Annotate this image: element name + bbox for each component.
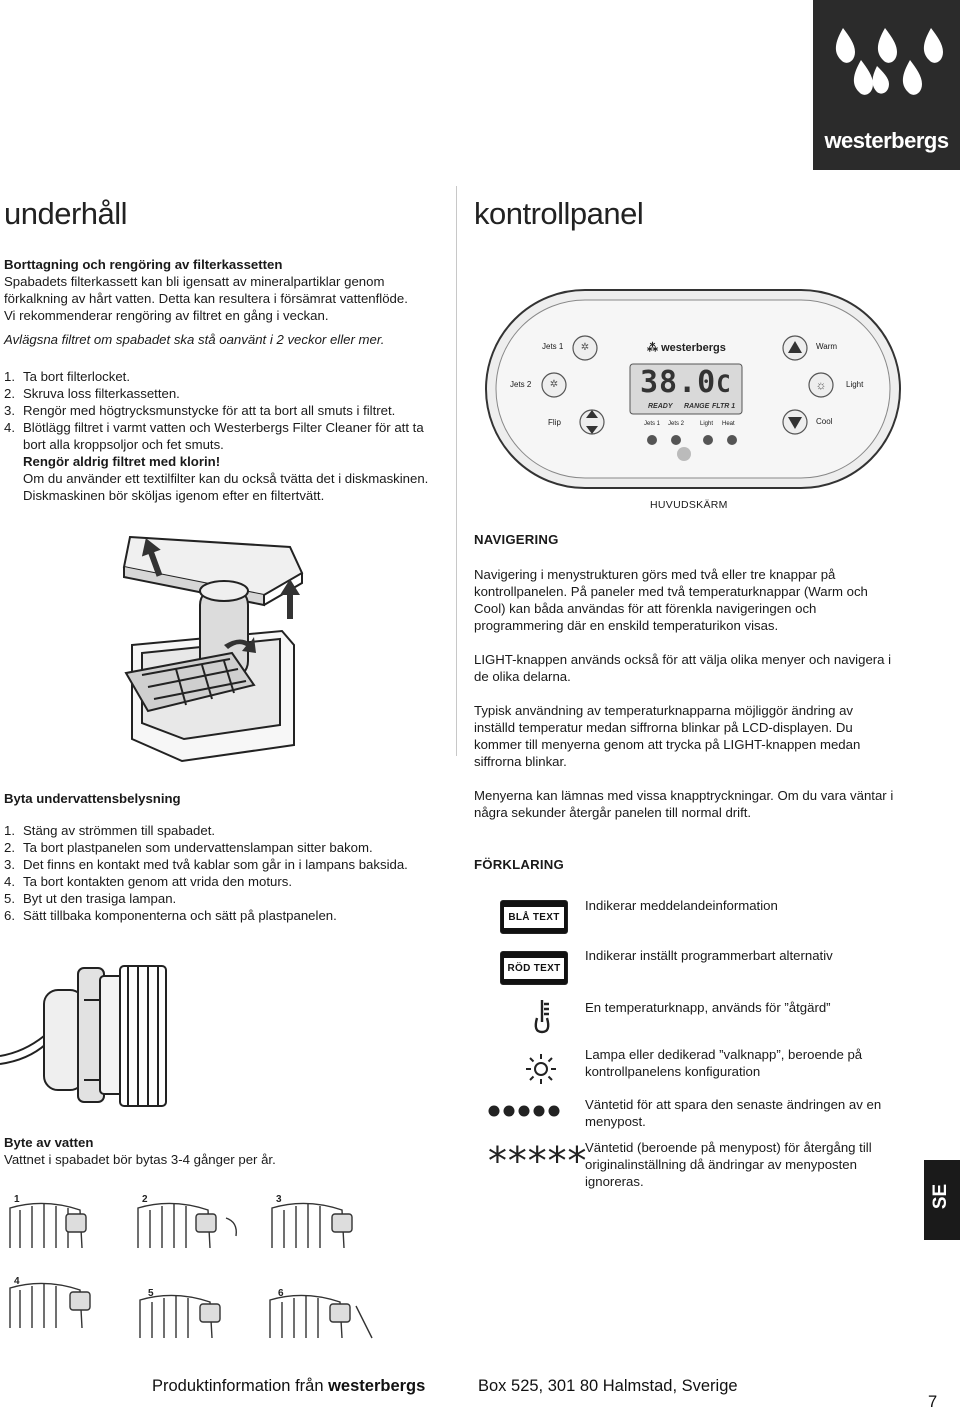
light-heading: Byta undervattensbelysning [4,791,181,806]
filter-removal-illustration [112,525,312,775]
step-text: Ta bort filterlocket. [23,369,131,384]
list-item [4,907,444,924]
light-section [4,790,444,924]
step-figure-label: 3 [276,1194,282,1205]
lcd-unit: C [716,370,732,398]
step-figure-label: 1 [14,1194,20,1205]
light-steps [4,822,444,924]
step-number: 3. [4,403,15,418]
sun-lamp-icon [524,1052,558,1086]
legend-text: En temperaturknapp, används för ”åtgärd” [585,1000,831,1015]
nav-heading: NAVIGERING [474,532,559,547]
legend-heading: FÖRKLARING [474,857,564,872]
step-number: 2. [4,840,15,855]
page-number: 7 [928,1393,938,1410]
filter-section [4,256,444,504]
water-heading: Byte av vatten [4,1135,94,1150]
indicator-jets2: Jets 2 [668,421,685,427]
indicator-jets1: Jets 1 [644,421,661,427]
step-number: 4. [4,874,15,889]
blue-text-badge [500,900,568,934]
light-button[interactable] [809,373,833,397]
step-number: 2. [4,386,15,401]
section-title-control-panel: kontrollpanel [474,196,644,231]
language-code: SE [930,1183,952,1210]
step-number: 3. [4,857,15,872]
red-text-badge [500,951,568,985]
light-replacement-steps-illustration [0,1188,420,1348]
underwater-light-illustration [0,960,170,1110]
list-item [4,856,444,873]
jets1-button[interactable] [572,339,598,359]
nav-paragraph: LIGHT-knappen används också för att välja olika menyer och navigera i de olika delarna. [474,652,892,684]
nav-paragraph: Menyerna kan lämnas med vissa knapptryckningar. Om du vara väntar i några sekunder återgår panelen till normal drift. [474,788,894,820]
language-tab [924,1160,960,1240]
badge-label: BLÅ TEXT [504,907,563,928]
step-number: 6. [4,908,15,923]
step-text: Ta bort plastpanelen som undervattenslampan sitter bakom. [23,840,373,855]
water-section [4,1134,444,1168]
warm-button[interactable] [783,336,807,360]
step-text: Stäng av strömmen till spabadet. [23,823,216,838]
step-figure-label: 2 [142,1194,148,1205]
list-item [4,839,444,856]
asterisks-icon: ***** [486,1139,586,1183]
footer-prefix: Produktinformation från [152,1377,329,1395]
step-text: Blötlägg filtret i varmt vatten och Westerbergs Filter Cleaner för att ta bort alla kroppsoljor och fet smuts. [23,420,424,452]
footer-brand: westerbergs [328,1377,426,1395]
step-text: Sätt tillbaka komponenterna och sätt på plastpanelen. [23,908,337,923]
brand-name: westerbergs [824,128,949,153]
nav-text [474,566,894,821]
filter-steps [4,368,444,453]
filter-warning: Rengör aldrig filtret med klorin! [23,454,221,469]
step-number: 1. [4,369,15,384]
jets-icon: ✲ [580,342,590,353]
step-text: Det finns en kontakt med två kablar som går in i lampans baksida. [23,857,408,872]
legend-text: Indikerar meddelandeinformation [585,898,778,913]
lcd-filter: FLTR 1 [712,403,736,410]
indicator-light: Light [700,421,714,427]
step-number: 5. [4,891,15,906]
step-number: 4. [4,420,15,435]
nav-paragraph: Typisk användning av temperaturknapparna möjliggör ändring av inställd temperatur medan siffrorna blinkar på LCD-displayen. Du kommer till menyerna genom att trycka på LIGHT-knappen medan siffrorna blinkar. [474,703,861,769]
indicator-heat: Heat [722,421,735,427]
thermometer-icon [530,998,554,1034]
footer-product-info [152,1376,425,1396]
filter-intro-line: Vi rekommenderar rengöring av filtret en gång i veckan. [4,308,329,323]
step-number: 1. [4,823,15,838]
step-text: Rengör med högtrycksmunstycke för att ta bort all smuts i filtret. [23,403,396,418]
jets-icon: ✲ [549,379,559,390]
list-item [4,385,444,402]
jets2-button[interactable] [541,376,567,396]
column-divider [456,186,457,756]
list-item [4,419,444,453]
list-item [4,890,444,907]
list-item [4,368,444,385]
lcd-digits: 38.0 [640,365,717,400]
step-figure-label: 6 [278,1288,284,1299]
jets1-label: Jets 1 [542,342,564,351]
step-text: Byt ut den trasiga lampan. [23,891,177,906]
section-title-maintenance: underhåll [4,196,128,231]
list-item [4,822,444,839]
light-label: Light [846,380,864,389]
drops-icon: ⁂ [647,342,662,354]
cool-label: Cool [816,417,833,426]
water-text: Vattnet i spabadet bör bytas 3-4 gånger per år. [4,1152,276,1167]
legend-text: Lampa eller dedikerad ”valknapp”, beroende på kontrollpanelens konfiguration [585,1047,863,1079]
list-item [4,873,444,890]
step-figure-label: 5 [148,1288,154,1299]
sun-lamp-icon: ☼ [815,378,827,392]
step-figure-label: 4 [14,1276,20,1287]
control-panel-illustration [484,286,904,494]
flip-button[interactable] [580,412,604,434]
step-text: Ta bort kontakten genom att vrida den moturs. [23,874,293,889]
legend-text: Indikerar inställt programmerbart alternativ [585,948,833,963]
flip-label: Flip [548,418,561,427]
water-drops-icon [813,0,960,130]
filter-intro-line: Spabadets filterkassett kan bli igensatt av mineralpartiklar genom [4,274,385,289]
five-dots-icon [486,1102,562,1120]
warm-label: Warm [816,342,838,351]
panel-brand [647,340,726,357]
nav-paragraph: Navigering i menystrukturen görs med två eller tre knappar på kontrollpanelen. På paneler med två temperaturknappar (Warm och Cool) kan båda användas för att förenkla navigeringen och programmering där en enskild temperaturikon visas. [474,567,868,633]
footer-address: Box 525, 301 80 Halmstad, Sverige [478,1377,738,1395]
step-text: Skruva loss filterkassetten. [23,386,180,401]
legend-text: Väntetid för att spara den senaste ändringen av en menypost. [585,1097,882,1129]
badge-label: RÖD TEXT [504,958,565,979]
panel-brand-name: westerbergs [661,342,726,354]
filter-heading: Borttagning och rengöring av filterkassetten [4,257,283,272]
filter-note: Avlägsna filtret om spabadet ska stå oanvänt i 2 veckor eller mer. [4,332,385,347]
lcd-ready: READY [648,403,673,410]
legend-text: Väntetid (beroende på menypost) för återgång till originalinställning då ändringar av menyposten ignoreras. [585,1140,872,1189]
filter-intro-line: förkalkning av hårt vatten. Detta kan resultera i försämrat vattenflöde. [4,291,408,306]
lcd-range: RANGE [684,403,710,410]
panel-caption: HUVUDSKÄRM [650,499,728,511]
jets2-label: Jets 2 [510,380,532,389]
lcd-temperature [640,366,732,401]
list-item [4,402,444,419]
cool-button[interactable] [783,410,807,434]
filter-textile-note: Om du använder ett textilfilter kan du också tvätta det i diskmaskinen. Diskmaskinen bör sköljas igenom efter en filtertvätt. [23,471,429,503]
